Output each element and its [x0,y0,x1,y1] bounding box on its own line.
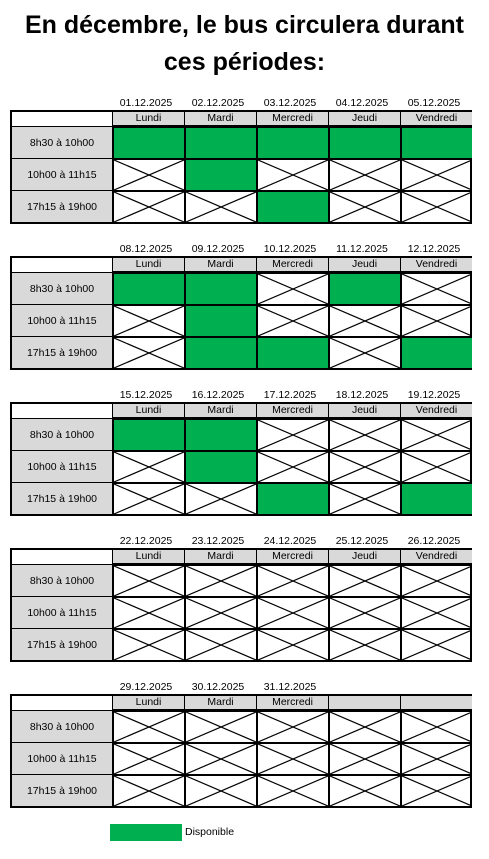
slot-available [328,272,400,304]
cross-icon [330,598,400,628]
slot-unavailable [256,418,328,450]
cross-icon [258,712,328,742]
cross-icon [258,306,328,336]
date-row [110,534,472,548]
slot-unavailable [112,450,184,482]
time-slot-label: 17h15 à 19h00 [12,190,112,222]
day-header: Mardi [184,404,256,418]
slot-available [184,304,256,336]
cross-icon [258,598,328,628]
date-row [110,388,472,402]
day-header: Lundi [112,550,184,564]
date-row [110,242,472,256]
day-header [328,696,400,710]
day-header: Vendredi [400,112,472,126]
schedule-grid [10,402,472,516]
page-title: En décembre, le bus circulera durant [24,11,465,39]
slot-unavailable [112,742,184,774]
schedule-grid [10,256,472,370]
slot-unavailable [328,564,400,596]
cross-icon [258,420,328,450]
slot-available [112,272,184,304]
date-label: 19.12.2025 [407,389,461,401]
slot-available [400,336,472,368]
slot-unavailable [400,418,472,450]
cross-icon [114,306,184,336]
date-label: 12.12.2025 [407,243,461,255]
time-slot-label: 8h30 à 10h00 [12,710,112,742]
slot-available [112,126,184,158]
cross-icon [186,630,256,660]
slot-unavailable [112,710,184,742]
cross-icon [330,192,400,222]
date-label: 09.12.2025 [191,243,245,255]
slot-unavailable [400,158,472,190]
date-label: 24.12.2025 [263,535,317,547]
time-slot-label: 10h00 à 11h15 [12,596,112,628]
cross-icon [186,598,256,628]
slot-unavailable [256,596,328,628]
cross-icon [114,630,184,660]
header-corner [12,404,112,418]
slot-unavailable [328,710,400,742]
cross-icon [114,776,184,806]
slot-unavailable [256,564,328,596]
slot-unavailable [256,628,328,660]
day-header: Mercredi [256,404,328,418]
cross-icon [402,306,472,336]
cross-icon [114,452,184,482]
date-label: 04.12.2025 [335,97,389,109]
date-label: 05.12.2025 [407,97,461,109]
slot-available [184,450,256,482]
slot-unavailable [400,304,472,336]
slot-unavailable [400,564,472,596]
cross-icon [402,630,472,660]
cross-icon [402,420,472,450]
time-slot-label: 8h30 à 10h00 [12,564,112,596]
cross-icon [114,712,184,742]
slot-unavailable [184,774,256,806]
slot-available [256,126,328,158]
cross-icon [186,484,256,514]
day-header: Mercredi [256,258,328,272]
slot-unavailable [112,628,184,660]
time-slot-label: 17h15 à 19h00 [12,628,112,660]
cross-icon [330,484,400,514]
time-slot-label: 10h00 à 11h15 [12,304,112,336]
time-slot-label: 10h00 à 11h15 [12,450,112,482]
day-header: Mercredi [256,550,328,564]
week-table [10,680,472,808]
slot-unavailable [184,628,256,660]
slot-unavailable [328,158,400,190]
slot-available [184,158,256,190]
cross-icon [114,160,184,190]
week-table [10,388,472,516]
slot-unavailable [400,272,472,304]
slot-available [184,126,256,158]
date-row [110,680,472,694]
cross-icon [114,566,184,596]
date-label: 23.12.2025 [191,535,245,547]
slot-unavailable [328,742,400,774]
cross-icon [402,744,472,774]
time-slot-label: 8h30 à 10h00 [12,126,112,158]
cross-icon [330,630,400,660]
slot-available [328,126,400,158]
slot-available [184,418,256,450]
day-header: Mardi [184,696,256,710]
header-corner [12,696,112,710]
slot-unavailable [328,774,400,806]
date-label: 26.12.2025 [407,535,461,547]
time-slot-label: 8h30 à 10h00 [12,272,112,304]
slot-unavailable [112,158,184,190]
time-slot-label: 17h15 à 19h00 [12,774,112,806]
cross-icon [258,776,328,806]
cross-icon [402,192,472,222]
date-label: 22.12.2025 [119,535,173,547]
slot-unavailable [400,450,472,482]
schedule-grid [10,548,472,662]
time-slot-label: 10h00 à 11h15 [12,158,112,190]
date-label: 29.12.2025 [119,681,173,693]
day-header [400,696,472,710]
day-header: Vendredi [400,258,472,272]
date-label: 16.12.2025 [191,389,245,401]
slot-available [400,126,472,158]
cross-icon [186,776,256,806]
cross-icon [330,160,400,190]
schedule-grid [10,694,472,808]
cross-icon [258,160,328,190]
slot-unavailable [184,190,256,222]
cross-icon [258,630,328,660]
slot-unavailable [256,710,328,742]
date-label: 17.12.2025 [263,389,317,401]
slot-unavailable [184,710,256,742]
slot-unavailable [328,628,400,660]
cross-icon [402,598,472,628]
slot-unavailable [328,418,400,450]
slot-available [400,482,472,514]
cross-icon [186,192,256,222]
slot-unavailable [112,564,184,596]
cross-icon [114,598,184,628]
time-slot-label: 17h15 à 19h00 [12,482,112,514]
slot-available [256,190,328,222]
header-corner [12,112,112,126]
day-header: Vendredi [400,550,472,564]
slot-unavailable [184,564,256,596]
slot-unavailable [400,710,472,742]
header-corner [12,550,112,564]
slot-unavailable [328,336,400,368]
slot-available [112,418,184,450]
cross-icon [330,744,400,774]
week-table [10,242,472,370]
time-slot-label: 8h30 à 10h00 [12,418,112,450]
slot-unavailable [112,596,184,628]
cross-icon [258,274,328,304]
cross-icon [330,712,400,742]
cross-icon [402,776,472,806]
slot-unavailable [184,596,256,628]
day-header: Vendredi [400,404,472,418]
date-label: 30.12.2025 [191,681,245,693]
slot-available [256,482,328,514]
day-header: Mercredi [256,112,328,126]
cross-icon [186,712,256,742]
day-header: Mardi [184,258,256,272]
cross-icon [330,776,400,806]
legend-label: Disponible [185,826,235,838]
date-label: 25.12.2025 [335,535,389,547]
slot-available [256,336,328,368]
slot-unavailable [256,774,328,806]
slot-unavailable [256,304,328,336]
day-header: Lundi [112,258,184,272]
schedule-grid [10,110,472,224]
slot-available [184,336,256,368]
slot-unavailable [256,450,328,482]
day-header: Lundi [112,112,184,126]
slot-unavailable [400,190,472,222]
slot-unavailable [400,774,472,806]
cross-icon [330,566,400,596]
date-label: 02.12.2025 [191,97,245,109]
page-title-line2: ces périodes: [163,48,326,76]
week-table [10,534,472,662]
cross-icon [258,566,328,596]
slot-available [184,272,256,304]
slot-unavailable [256,272,328,304]
cross-icon [114,484,184,514]
day-header: Lundi [112,696,184,710]
cross-icon [258,452,328,482]
cross-icon [402,274,472,304]
slot-unavailable [184,742,256,774]
legend-swatch [110,824,182,841]
slot-unavailable [328,190,400,222]
cross-icon [186,566,256,596]
time-slot-label: 17h15 à 19h00 [12,336,112,368]
day-header: Lundi [112,404,184,418]
date-label: 31.12.2025 [263,681,317,693]
slot-unavailable [184,482,256,514]
cross-icon [330,452,400,482]
slot-unavailable [112,304,184,336]
slot-unavailable [328,304,400,336]
date-label: 18.12.2025 [335,389,389,401]
time-slot-label: 10h00 à 11h15 [12,742,112,774]
cross-icon [402,452,472,482]
date-row [110,96,472,110]
day-header: Mardi [184,550,256,564]
date-label: 11.12.2025 [336,243,388,255]
cross-icon [402,160,472,190]
date-label: 08.12.2025 [119,243,173,255]
day-header: Mardi [184,112,256,126]
header-corner [12,258,112,272]
slot-unavailable [112,190,184,222]
slot-unavailable [400,628,472,660]
cross-icon [114,744,184,774]
slot-unavailable [112,336,184,368]
date-label: 01.12.2025 [119,97,173,109]
slot-unavailable [400,742,472,774]
cross-icon [330,306,400,336]
cross-icon [330,338,400,368]
slot-unavailable [256,742,328,774]
date-label: 10.12.2025 [263,243,317,255]
slot-unavailable [112,774,184,806]
cross-icon [186,744,256,774]
date-label: 03.12.2025 [263,97,317,109]
week-table [10,96,472,224]
date-label: 15.12.2025 [119,389,173,401]
slot-unavailable [328,596,400,628]
slot-unavailable [328,482,400,514]
slot-unavailable [256,158,328,190]
day-header: Jeudi [328,258,400,272]
cross-icon [258,744,328,774]
slot-unavailable [328,450,400,482]
slot-unavailable [400,596,472,628]
day-header: Jeudi [328,112,400,126]
day-header: Jeudi [328,550,400,564]
cross-icon [114,338,184,368]
day-header: Mercredi [256,696,328,710]
day-header: Jeudi [328,404,400,418]
slot-unavailable [112,482,184,514]
cross-icon [402,712,472,742]
cross-icon [330,420,400,450]
cross-icon [114,192,184,222]
cross-icon [402,566,472,596]
